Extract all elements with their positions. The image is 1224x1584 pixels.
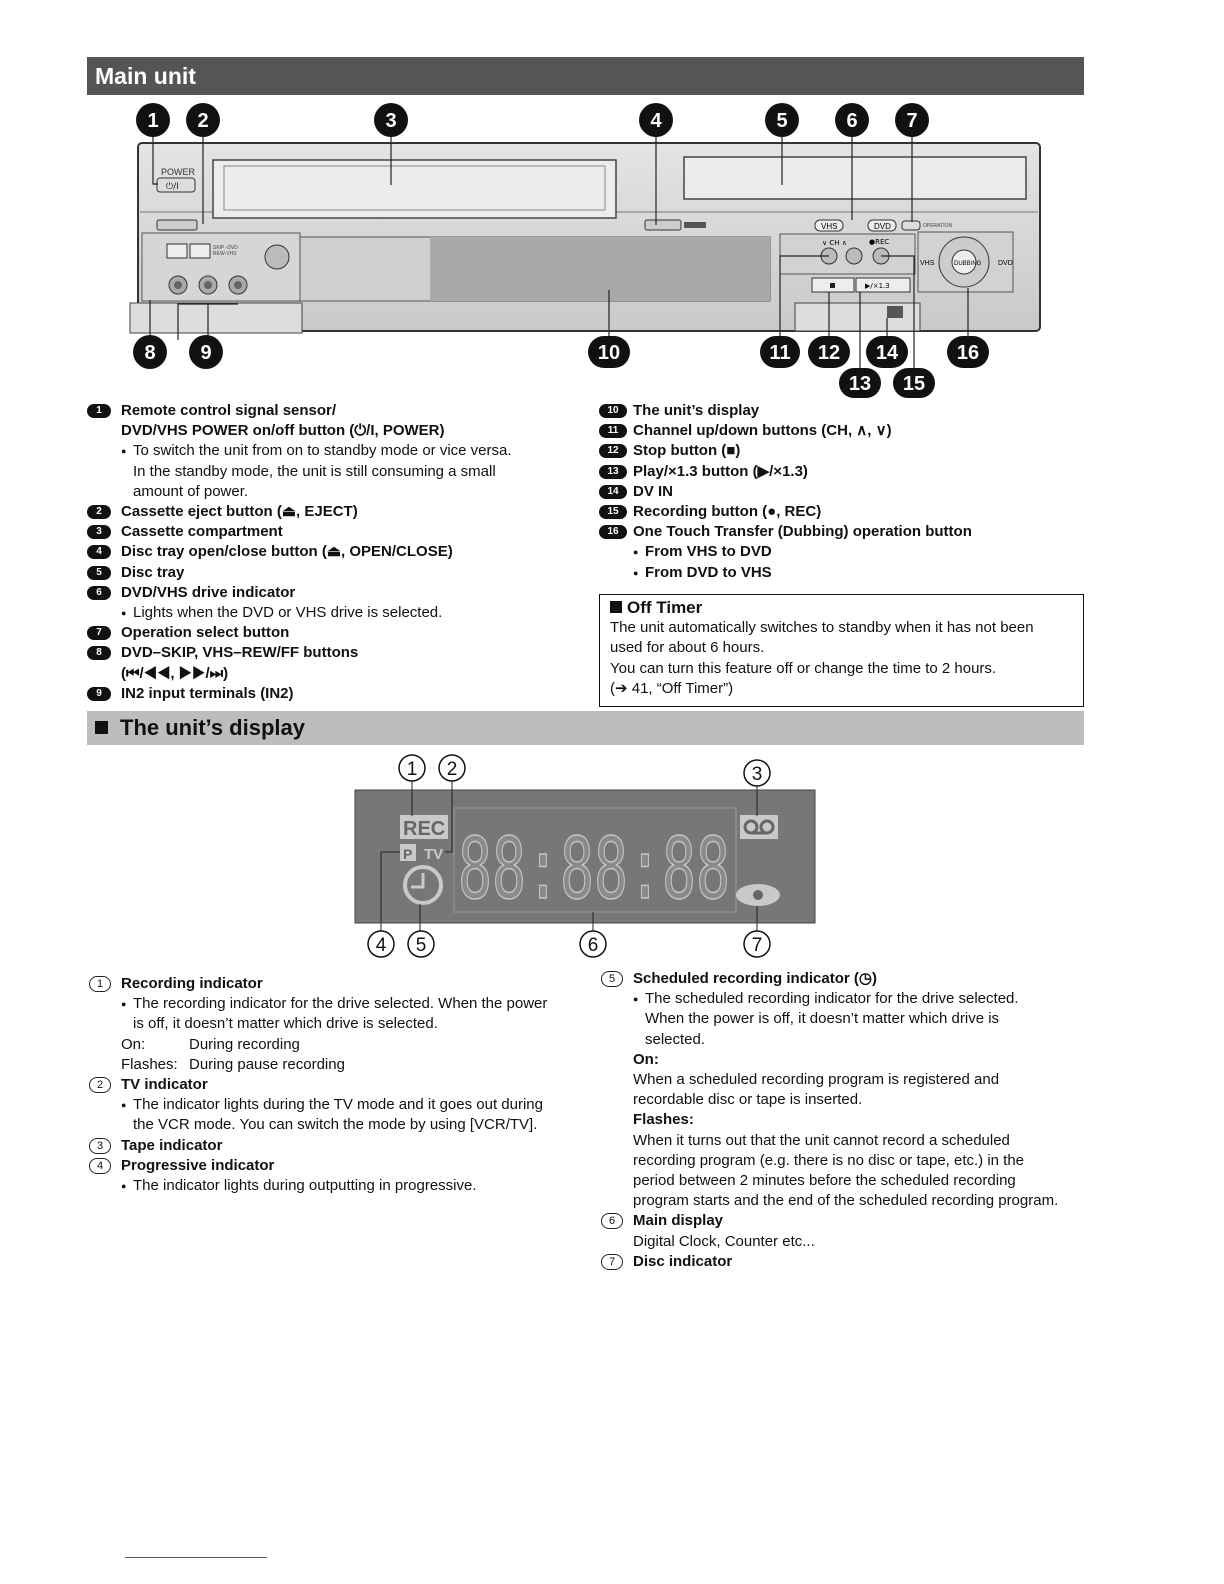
list-item: 14 DV IN bbox=[599, 482, 1084, 502]
svg-text:REC: REC bbox=[403, 818, 446, 840]
svg-text:P: P bbox=[403, 846, 413, 862]
svg-text:▶/×1.3: ▶/×1.3 bbox=[865, 282, 890, 290]
svg-text:∨ CH ∧: ∨ CH ∧ bbox=[822, 239, 847, 247]
list-item: 10 The unit’s display bbox=[599, 401, 1084, 421]
off-timer-title: Off Timer bbox=[627, 598, 703, 617]
main-display-digits: 88:88:88 bbox=[458, 820, 730, 919]
section-title-main-unit: Main unit bbox=[87, 57, 1084, 95]
svg-text:VHS: VHS bbox=[821, 222, 838, 231]
display-callout-2 bbox=[439, 755, 465, 781]
display-callout-6 bbox=[580, 931, 606, 957]
svg-text:7: 7 bbox=[906, 110, 918, 132]
power-label: POWER bbox=[161, 167, 196, 177]
svg-text:3: 3 bbox=[385, 110, 397, 132]
footer-rule bbox=[125, 1557, 267, 1558]
svg-text:DVD: DVD bbox=[874, 222, 891, 231]
display-callout-5 bbox=[408, 931, 434, 957]
svg-text:SKIP -DVD: SKIP -DVD bbox=[213, 245, 238, 251]
svg-text:8: 8 bbox=[144, 342, 156, 364]
svg-text:6: 6 bbox=[587, 935, 599, 956]
list-item: 6 Main display Digital Clock, Counter etc... bbox=[599, 1211, 1084, 1251]
svg-text:⏻/I: ⏻/I bbox=[166, 182, 179, 192]
list-item: 9 IN2 input terminals (IN2) bbox=[87, 684, 582, 704]
list-item: 11 Channel up/down buttons (CH, ∧, ∨) bbox=[599, 421, 1084, 441]
svg-text:15: 15 bbox=[902, 373, 926, 395]
display-callout-4 bbox=[368, 931, 394, 957]
display-right-list bbox=[599, 969, 1084, 1272]
svg-text:5: 5 bbox=[776, 110, 788, 132]
svg-text:13: 13 bbox=[848, 373, 872, 395]
list-item: 1 Recording indicator ● The recording indicator for the drive selected. When the power is off, it doesn’t matter which drive is selected. On: During recording Flashes: During pause recording bbox=[87, 974, 582, 1075]
list-item: 8 DVD–SKIP, VHS–REW/FF buttons (⏮/◀◀, ▶▶/⏭) bbox=[87, 643, 582, 683]
list-item: 13 Play/×1.3 button (▶/×1.3) bbox=[599, 462, 1084, 482]
off-timer-box: Off Timer The unit automatically switches to standby when it has not been used for about 6 hours. You can turn this feature off or change the time to 2 hours. (➔ 41, “Off Timer”) bbox=[599, 594, 1084, 707]
svg-text:REW-VHS: REW-VHS bbox=[213, 251, 237, 257]
list-item: 15 Recording button (●, REC) bbox=[599, 502, 1084, 522]
svg-text:●REC: ●REC bbox=[869, 238, 890, 246]
list-item: 5 Scheduled recording indicator (◷) ● The scheduled recording indicator for the drive selected. When the power is off, it doesn’t matter which drive is selected. On: When a scheduled recording program is registered and recordable disc or tape is inserted. Flashes: When it turns out that the unit cannot record a scheduled recording program (e.g. there is no disc or tape, etc.) in the period between 2 minutes before the scheduled recording program starts and the end of the scheduled recording program. bbox=[599, 969, 1084, 1211]
list-item: 6 DVD/VHS drive indicator ● Lights when the DVD or VHS drive is selected. bbox=[87, 583, 582, 623]
rec-indicator bbox=[400, 815, 448, 840]
svg-text:10: 10 bbox=[597, 342, 621, 364]
svg-text:DVD: DVD bbox=[998, 260, 1013, 267]
list-item: 3 Cassette compartment bbox=[87, 522, 582, 542]
svg-text:14: 14 bbox=[875, 342, 899, 364]
svg-text:11: 11 bbox=[769, 342, 791, 364]
list-item: 3 Tape indicator bbox=[87, 1136, 582, 1156]
list-item: 5 Disc tray bbox=[87, 563, 582, 583]
svg-text:VHS: VHS bbox=[920, 260, 935, 267]
svg-text:4: 4 bbox=[375, 935, 387, 956]
list-item: 12 Stop button (■) bbox=[599, 441, 1084, 461]
display-callout-1 bbox=[399, 755, 425, 781]
tape-indicator-icon bbox=[740, 815, 778, 839]
list-item: 7 Operation select button bbox=[87, 623, 582, 643]
display-callout-7 bbox=[744, 931, 770, 957]
list-item: 4 Disc tray open/close button (⏏, OPEN/CLOSE) bbox=[87, 542, 582, 562]
svg-text:6: 6 bbox=[846, 110, 858, 132]
disc-indicator-icon bbox=[736, 884, 780, 906]
svg-text:7: 7 bbox=[751, 935, 763, 956]
svg-text:9: 9 bbox=[200, 342, 212, 364]
list-item: 16 One Touch Transfer (Dubbing) operation button ● From VHS to DVD ● From DVD to VHS bbox=[599, 522, 1084, 583]
svg-text:5: 5 bbox=[415, 935, 427, 956]
svg-text:1: 1 bbox=[406, 759, 418, 780]
svg-text:12: 12 bbox=[817, 342, 841, 364]
list-item: 1 Remote control signal sensor/ DVD/VHS POWER on/off button (⏻/I, POWER) ● To switch the unit from on to standby mode or vice versa. In the standby mode, the unit is still consuming a small amount of power. bbox=[87, 401, 582, 502]
svg-text:4: 4 bbox=[650, 110, 662, 132]
svg-text:OPERATION: OPERATION bbox=[923, 223, 953, 229]
display-callout-3 bbox=[744, 760, 770, 786]
list-item: 7 Disc indicator bbox=[599, 1252, 1084, 1272]
svg-text:DUBBING: DUBBING bbox=[954, 261, 982, 267]
section-title-units-display: The unit’s display bbox=[87, 711, 1084, 745]
svg-text:2: 2 bbox=[446, 759, 458, 780]
tv-indicator: TV bbox=[424, 846, 444, 863]
display-left-list bbox=[87, 974, 582, 1196]
svg-text:3: 3 bbox=[751, 764, 763, 785]
svg-text:2: 2 bbox=[197, 110, 209, 132]
progressive-indicator bbox=[400, 844, 416, 862]
list-item: 2 TV indicator ● The indicator lights during the TV mode and it goes out during the VCR mode. You can switch the mode by using [VCR/TV]. bbox=[87, 1075, 582, 1136]
svg-text:16: 16 bbox=[956, 342, 980, 364]
svg-text:1: 1 bbox=[147, 110, 159, 132]
list-item: 2 Cassette eject button (⏏, EJECT) bbox=[87, 502, 582, 522]
list-item: 4 Progressive indicator ● The indicator lights during outputting in progressive. bbox=[87, 1156, 582, 1196]
